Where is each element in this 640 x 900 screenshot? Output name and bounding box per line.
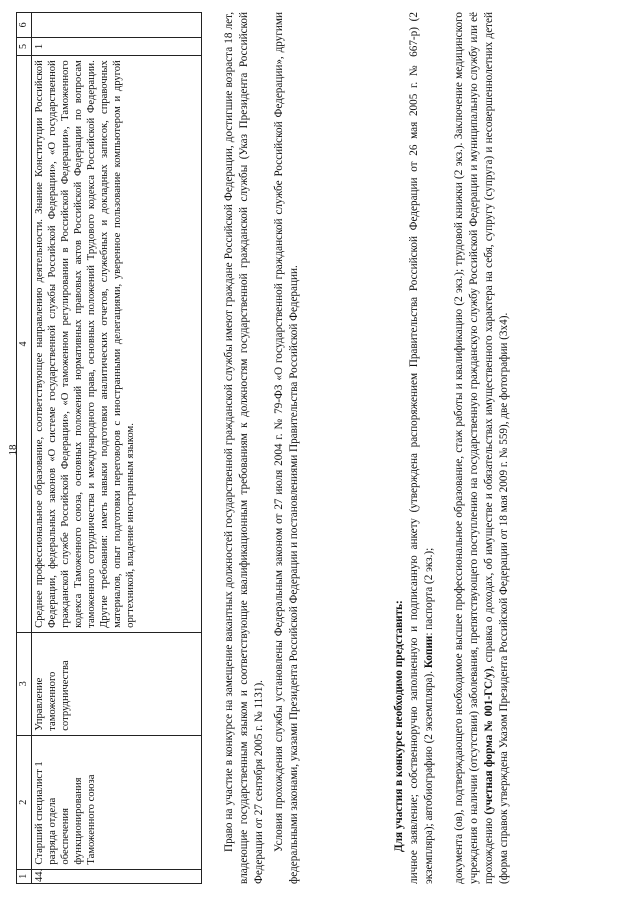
documents-section xyxy=(392,12,511,884)
table-header-row xyxy=(17,13,32,884)
header-cell-1: 1 xyxy=(17,869,32,883)
header-cell-3: 3 xyxy=(17,632,32,735)
position-title: Старший специалист 1 разряда отдела обеспечения функционирования Таможенного союза xyxy=(32,735,202,869)
header-cell-2: 2 xyxy=(17,735,32,869)
documents-list-2-text-b: , справка о доходах, об имуществе и обязательствах имущественного характера на себя, супругу (супруга) и несовершеннолетних детей (форма справок утверждена Указом Президента Российской Федерации от 18 мая 2009 г. № 559), две фотографии (3х4). xyxy=(482,11,510,884)
page-number: 18 xyxy=(7,444,19,456)
eligibility-section xyxy=(222,12,302,884)
documents-list-2 xyxy=(452,12,511,884)
column-6-cell xyxy=(32,13,202,38)
copies-text: : паспорта (2 экз.); xyxy=(422,547,435,636)
table-row xyxy=(32,13,202,884)
header-cell-6: 6 xyxy=(17,13,32,38)
header-cell-4: 4 xyxy=(17,56,32,633)
service-conditions-paragraph: Условия прохождения службы установлены Федеральным законом от 27 июля 2004 г. № 79-ФЗ «О государственной гражданской службе Российской Федерации», другими федеральными законами, указами Президента Российской Федерации и постановлениями Правительства Российской Федерации. xyxy=(273,12,301,884)
documents-list-2-text-a: документа (ов), подтверждающего необходимое высшее профессиональное образование, стаж работы и квалификацию (2 экз.); трудовой книжки (2 экз.). Заключение медицинского учреждения о наличии (отсутствии) заболевания, препятствующего поступлению на государственную гражданскую службу Российской Федерации и муниципальную службу или её прохождению xyxy=(453,12,495,884)
eligibility-paragraph: Право на участие в конкурсе на замещение вакантных должностей государственной гражданской службы имеют граждане Российской Федерации, достигшие возраста 18 лет, владеющие государственным языком и соответствующие квалификационным требованиям к должностям государственной гражданской службы (Указ Президента Российской Федерации от 27 сентября 2005 г. № 1131). xyxy=(223,12,265,884)
documents-heading: Для участия в конкурсе необходимо представить: xyxy=(393,600,405,852)
vacancy-count: 1 xyxy=(32,37,202,56)
row-number: 44. xyxy=(32,869,202,883)
vacancy-table xyxy=(16,12,202,884)
qualification-requirements: Среднее профессиональное образование, соответствующее направлению деятельности. Знание Конституции Российской Федерации, федеральных законов «О системе государственной службы Российской Федерации», «О государственной гражданской службе Российской Федерации», «О таможенном регулировании в Российской Федерации», Таможенного кодекса Таможенного союза, основных положений нормативных правовых актов Российской Федерации по вопросам таможенного сотрудничества и международного права, основных положений Трудового кодекса Российской Федерации. Другие требования: иметь навыки подготовки аналитических отчетов, служебных и докладных записок, справочных материалов, опыт подготовки переговоров с иностранными делегациями, уверенное пользование компьютером и другой оргтехникой, владение иностранным языком. xyxy=(32,56,202,633)
header-cell-5: 5 xyxy=(17,37,32,56)
documents-list-1 xyxy=(407,12,437,884)
department-name: Управление таможенного сотрудничества xyxy=(32,632,202,735)
medical-form-label: (учетная форма № 001-ГС/у) xyxy=(482,668,495,815)
copies-label: Копии xyxy=(422,635,435,669)
documents-list-1-text: личное заявление; собственноручно заполненную и подписанную анкету (утверждена распоряжением Правительства Российской Федерации от 26 мая 2005 г. № 667-р) (2 экземпляра); автобиографию (2 экземпляра). xyxy=(407,12,435,884)
